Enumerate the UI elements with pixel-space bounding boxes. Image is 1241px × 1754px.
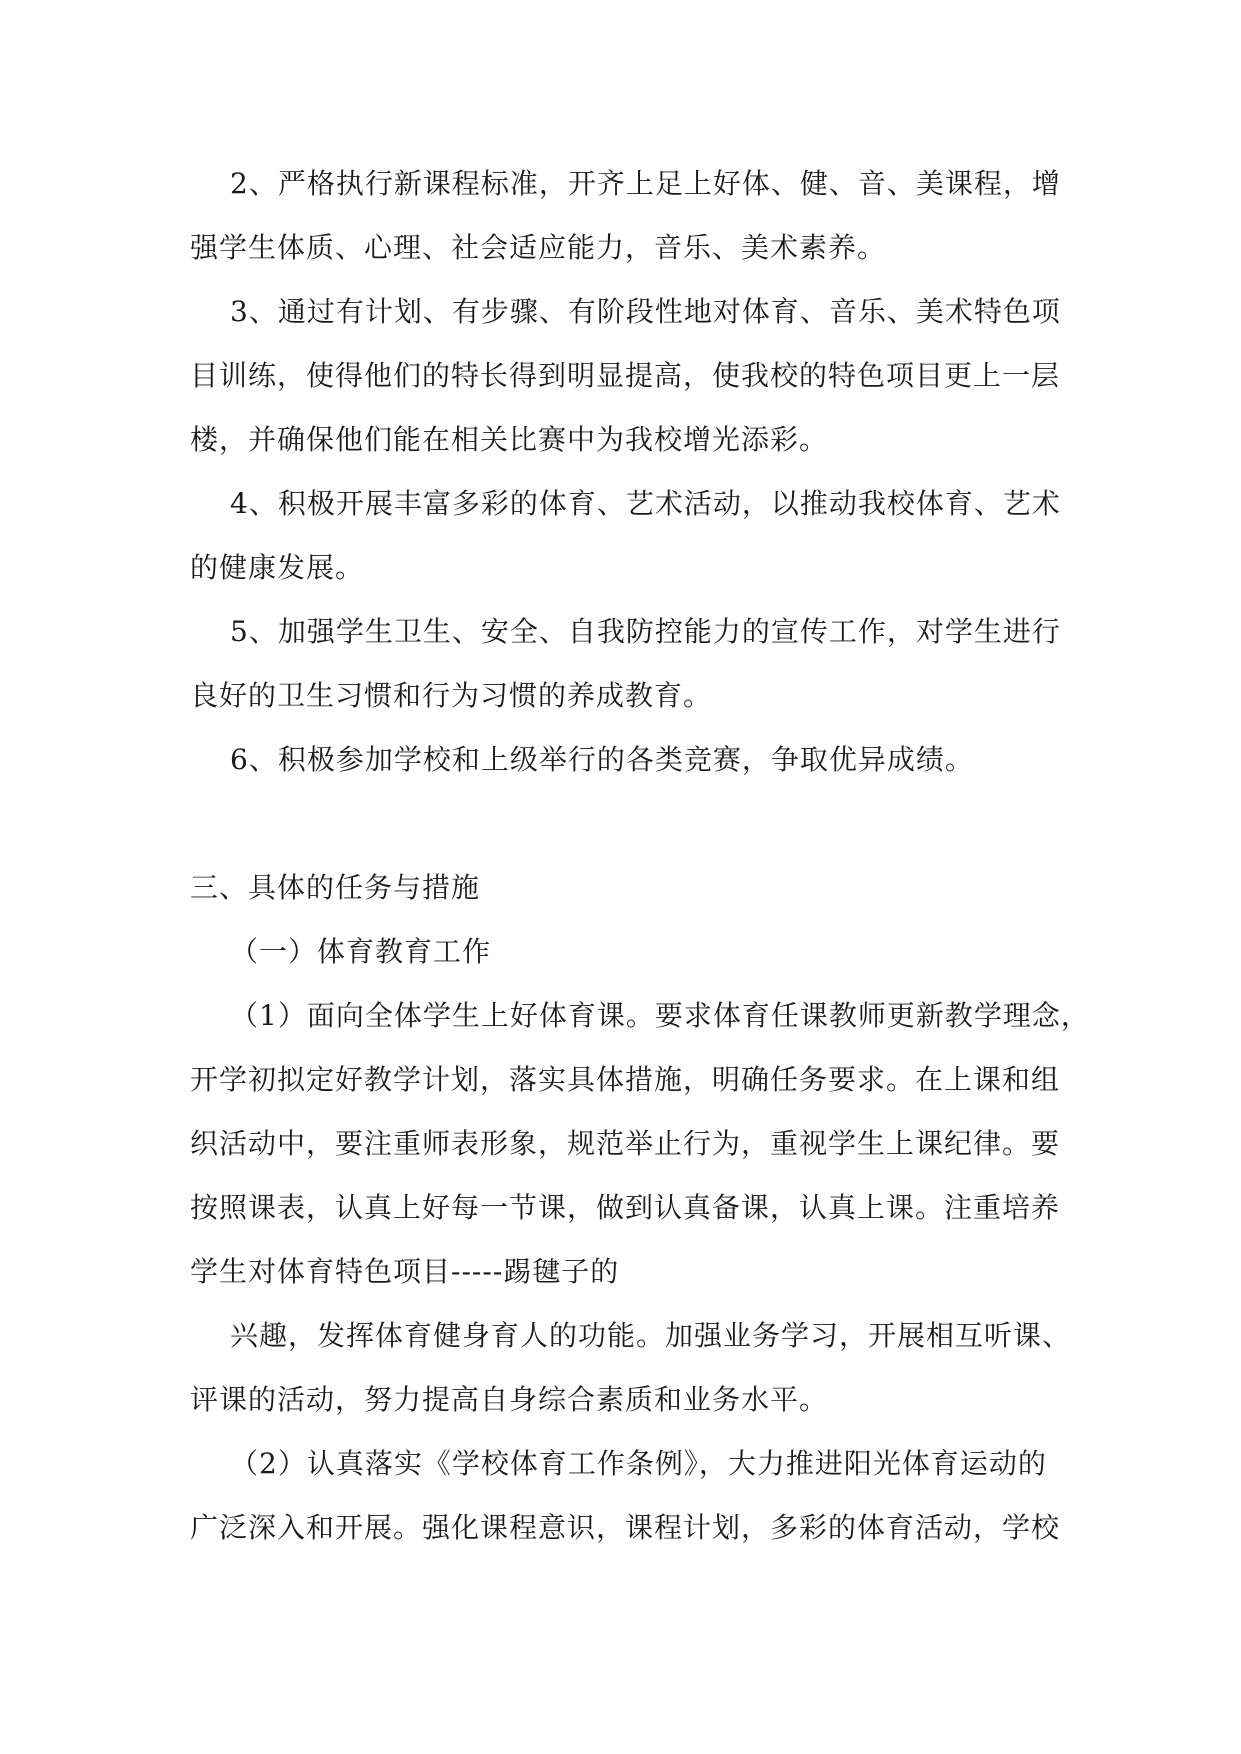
paragraph-line: 织活动中，要注重师表形象，规范举止行为，重视学生上课纪律。要	[190, 1127, 1061, 1160]
paragraph-line: 学生对体育特色项目-----踢毽子的	[190, 1255, 620, 1288]
paragraph-line: 开学初拟定好教学计划，落实具体措施，明确任务要求。在上课和组	[190, 1063, 1061, 1096]
paragraph-line: 4、积极开展丰富多彩的体育、艺术活动，以推动我校体育、艺术	[230, 487, 1061, 520]
paragraph-line: （1）面向全体学生上好体育课。要求体育任课教师更新教学理念，	[230, 999, 1090, 1032]
paragraph-line: 楼，并确保他们能在相关比赛中为我校增光添彩。	[190, 423, 829, 456]
paragraph-line: 6、积极参加学校和上级举行的各类竞赛，争取优异成绩。	[230, 743, 974, 776]
paragraph-line: 强学生体质、心理、社会适应能力，音乐、美术素养。	[190, 231, 887, 264]
paragraph-line: （2）认真落实《学校体育工作条例》，大力推进阳光体育运动的	[230, 1447, 1047, 1480]
section-heading: 三、具体的任务与措施	[190, 871, 481, 904]
subsection-heading: （一）体育教育工作	[230, 935, 492, 968]
paragraph-line: 评课的活动，努力提高自身综合素质和业务水平。	[190, 1383, 829, 1416]
paragraph-line: 的健康发展。	[190, 551, 365, 584]
paragraph-line: 良好的卫生习惯和行为习惯的养成教育。	[190, 679, 713, 712]
paragraph-line: 兴趣，发挥体育健身育人的功能。加强业务学习，开展相互听课、	[230, 1319, 1072, 1352]
paragraph-line: 按照课表，认真上好每一节课，做到认真备课，认真上课。注重培养	[190, 1191, 1061, 1224]
paragraph-line: 广泛深入和开展。强化课程意识，课程计划，多彩的体育活动，学校	[190, 1511, 1061, 1544]
paragraph-line: 2、严格执行新课程标准，开齐上足上好体、健、音、美课程，增	[230, 167, 1061, 200]
paragraph-line: 5、加强学生卫生、安全、自我防控能力的宣传工作，对学生进行	[230, 615, 1061, 648]
paragraph-line: 目训练，使得他们的特长得到明显提高，使我校的特色项目更上一层	[190, 359, 1061, 392]
paragraph-line: 3、通过有计划、有步骤、有阶段性地对体育、音乐、美术特色项	[230, 295, 1061, 328]
